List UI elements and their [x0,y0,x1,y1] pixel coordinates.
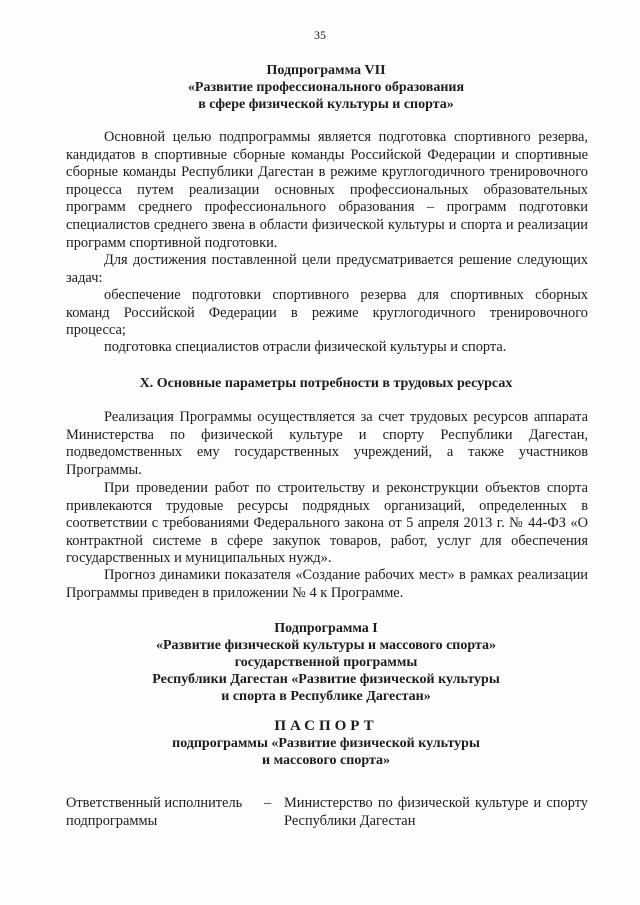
row-label [66,794,266,830]
paragraph-vii-task-2: подготовка специалистов отрасли физической культуры и спорта. [104,339,507,355]
paragraph-vii-task-1: обеспечение подготовки спортивного резерва для спортивных сборных команд Российской Федерации в режиме круглогодичного тренировочного процесса; [66,287,588,339]
row-label-line: подпрограммы [66,813,158,829]
passport-line: и массового спорта» [262,753,390,768]
passport-title: ПАСПОРТ [274,718,378,734]
paragraph-vii-tasks-intro: Для достижения поставленной цели предусматривается решение следующих задач: [66,252,588,286]
passport-line: подпрограммы «Развитие физической культуры [172,736,480,751]
heading-line: государственной программы [234,655,418,670]
heading-subprogram-vii [66,62,586,113]
paragraph-x-2: При проведении работ по строительству и реконструкции объектов спорта привлекаются трудовые ресурсы подрядных организаций, определенных в соответствии с требованиями Федерального закона от 5 апреля 2013 г. № 44-ФЗ «О контрактной системе в сфере закупок товаров, работ, услуг для обеспечения государственных и муниципальных нужд». [66,480,588,567]
row-value: Министерство по физической культуре и спорту Республики Дагестан [284,795,588,829]
heading-subprogram-i [66,620,586,705]
paragraph-x-1: Реализация Программы осуществляется за счет трудовых ресурсов аппарата Министерства по физической культуре и спорту Республики Дагестан, подведомственных ему государственных учреждений, а также участников Программы. [66,409,588,478]
heading-line: Республики Дагестан «Развитие физической культуры [152,672,500,687]
heading-line: «Развитие профессионального образования [187,80,465,95]
heading-line: Подпрограмма I [274,621,378,636]
heading-line: и спорта в Республике Дагестан» [221,689,431,704]
page-number: 35 [314,28,326,42]
row-dash: – [264,795,272,811]
heading-line: «Развитие физической культуры и массового спорта» [156,638,496,653]
passport-heading [66,718,586,769]
heading-line: в сфере физической культуры и спорта» [198,97,454,112]
heading-section-x [66,375,586,392]
paragraph-x-3: Прогноз динамики показателя «Создание рабочих мест» в рамках реализации Программы приведен в приложении № 4 к Программе. [66,567,588,601]
paragraph-vii-goal: Основной целью подпрограммы является подготовка спортивного резерва, кандидатов в спортивные сборные команды Российской Федерации и спортивные сборные команды Республики Дагестан в режиме круглогодичного тренировочного процесса путем реализации основных профессиональных образовательных программ среднего профессионального образования – программ подготовки специалистов среднего звена в области физической культуры и спорта и реализации программ спортивной подготовки. [66,129,588,251]
row-label-line: Ответственный исполнитель [66,795,243,811]
heading-line: Подпрограмма VII [266,63,386,78]
heading-line: X. Основные параметры потребности в трудовых ресурсах [139,376,513,391]
